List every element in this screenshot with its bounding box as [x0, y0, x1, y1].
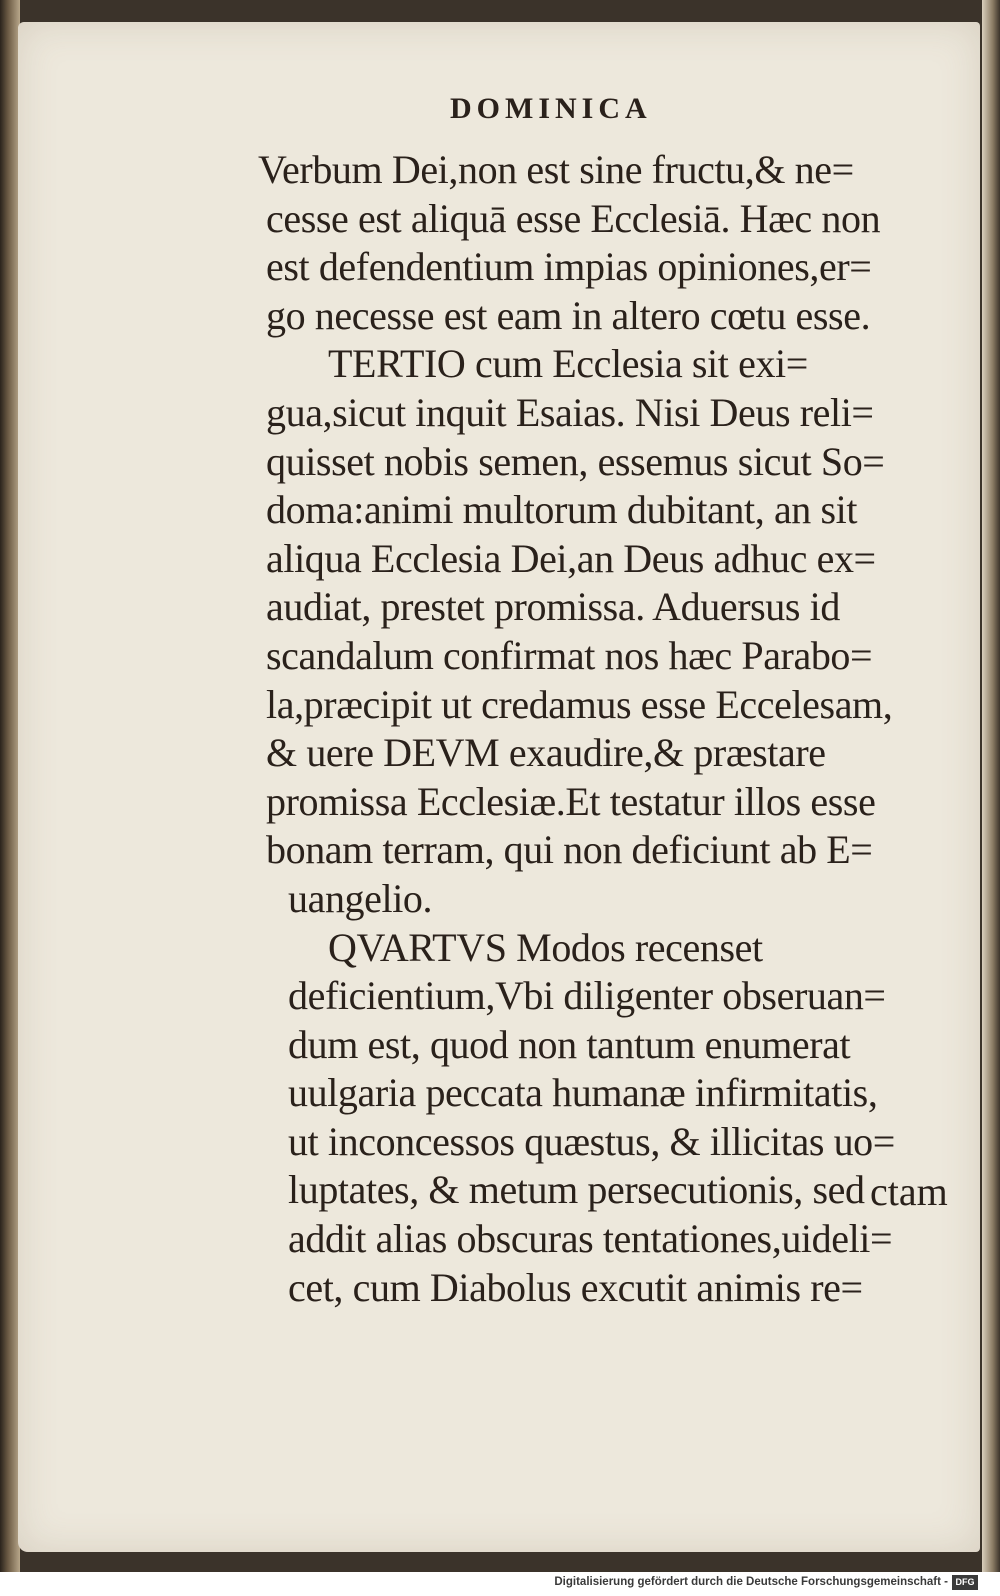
text-line: deficientium,Vbi diligenter obseruan=: [288, 973, 886, 1019]
funding-credit: Digitalisierung gefördert durch die Deutsche Forschungsgemeinschaft -: [554, 1576, 948, 1588]
text-line: uulgaria peccata humanæ infirmitatis,: [288, 1070, 878, 1116]
text-line: dum est, quod non tantum enumerat: [288, 1021, 851, 1067]
book-spine-edge: [0, 0, 20, 1572]
dfg-logo: DFG: [952, 1575, 978, 1590]
text-line: promissa Ecclesiæ.Et testatur illos esse: [266, 778, 876, 824]
text-line: est defendentium impias opiniones,er=: [266, 244, 872, 290]
text-line: cet, cum Diabolus excutit animis re=: [288, 1264, 863, 1310]
text-line: quisset nobis semen, essemus sicut So=: [266, 438, 885, 484]
paragraph-start-line: TERTIO cum Ecclesia sit exi=: [328, 341, 808, 387]
text-line: luptates, & metum persecutionis, sed: [288, 1167, 865, 1213]
text-line: audiat, prestet promissa. Aduersus id: [266, 584, 840, 630]
text-line: ut inconcessos quæstus, & illicitas uo=: [288, 1118, 895, 1164]
text-line: la,præcipit ut credamus esse Eccelesam,: [266, 681, 893, 727]
book-fore-edge: [982, 0, 1000, 1572]
text-line: bonam terram, qui non deficiunt ab E=: [266, 827, 873, 873]
text-line: scandalum confirmat nos hæc Parabo=: [266, 632, 873, 678]
catchword: ctam: [870, 1169, 948, 1214]
running-head: DOMINICA: [450, 92, 652, 125]
text-line: uangelio.: [288, 875, 433, 921]
text-line: & uere DEVM exaudire,& præstare: [266, 730, 826, 776]
text-block: [258, 146, 948, 1312]
paragraph-start-line: QVARTVS Modos recenset: [328, 924, 763, 970]
text-line: addit alias obscuras tentationes,uideli=: [288, 1216, 893, 1262]
text-line: cesse est aliquā esse Ecclesiā. Hæc non: [266, 195, 881, 241]
text-line: go necesse est eam in altero cœtu esse.: [266, 292, 871, 338]
text-line: doma:animi multorum dubitant, an sit: [266, 487, 858, 533]
text-line: aliqua Ecclesia Dei,an Deus adhuc ex=: [266, 535, 876, 581]
text-line: gua,sicut inquit Esaias. Nisi Deus reli=: [266, 389, 874, 435]
text-line: Verbum Dei,non est sine fructu,& ne=: [258, 147, 854, 192]
footer-bar: [0, 1572, 1000, 1596]
